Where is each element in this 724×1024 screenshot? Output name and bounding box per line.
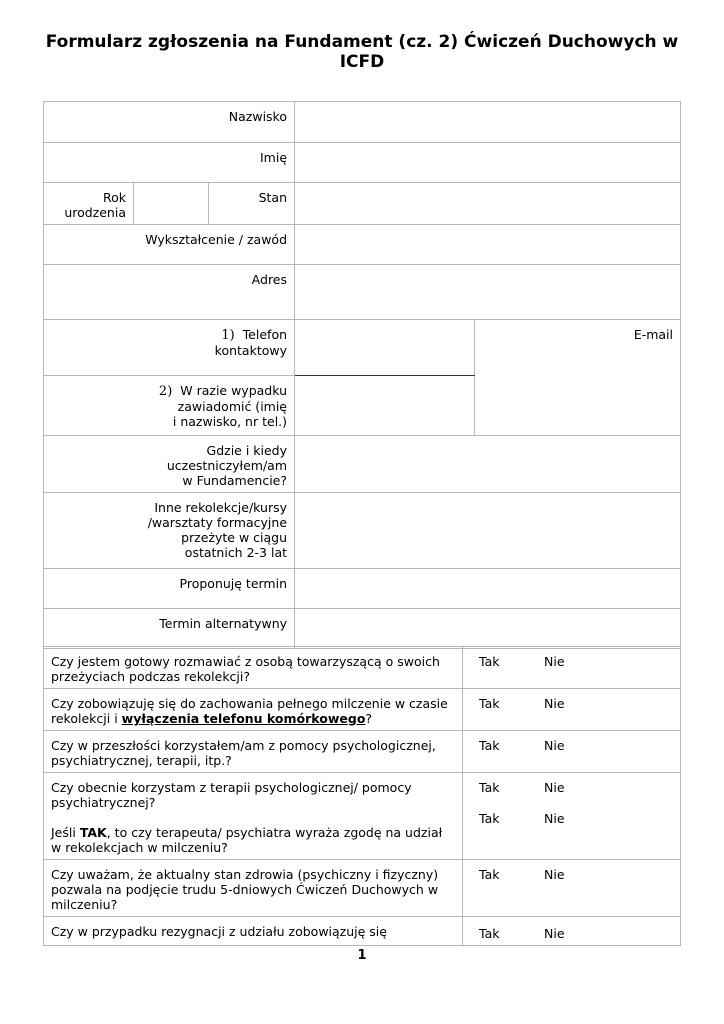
answer-4 [463,773,681,860]
questions-table [43,646,681,946]
answer-5 [463,860,681,917]
question-2-end: ? [365,711,373,726]
phone-label-number: 1) [221,328,235,343]
question-4b [51,825,452,855]
emergency-contact-field[interactable] [295,376,475,436]
surname-label: Nazwisko [44,102,295,143]
yes-option[interactable]: Tak [479,811,500,826]
email-field[interactable] [475,376,681,436]
proposed-term-field[interactable] [295,569,681,609]
no-option[interactable]: Nie [544,738,565,753]
question-5: Czy uważam, że aktualny stan zdrowia (psychiczny i fizyczny) pozwala na podjęcie trudu 5-dniowych Ćwiczeń Duchowych w milczeniu? [44,860,463,917]
education-label: Wykształcenie / zawód [44,225,295,265]
emergency-label-line3: i nazwisko, nr tel.) [172,414,288,429]
question-2-emphasis: wyłączenia telefonu komórkowego [121,711,366,726]
yes-option[interactable]: Tak [479,780,500,795]
question-2 [44,689,463,731]
no-option[interactable]: Nie [544,811,565,826]
no-option[interactable]: Nie [544,926,565,941]
yes-option[interactable]: Tak [479,654,500,669]
question-3: Czy w przeszłości korzystałem/am z pomocy psychologicznej, psychiatrycznej, terapii, itp.? [44,731,463,773]
answer-2 [463,689,681,731]
surname-field[interactable] [295,102,681,143]
page-number: 1 [357,948,367,963]
other-retreats-label [44,493,295,569]
answer-3 [463,731,681,773]
yes-option[interactable]: Tak [479,738,500,753]
status-label: Stan [209,183,295,225]
previous-fundament-field[interactable] [295,436,681,493]
yes-option[interactable]: Tak [479,926,500,941]
status-field[interactable] [295,183,681,225]
birth-year-field[interactable] [134,183,209,225]
address-label: Adres [44,265,295,320]
no-option[interactable]: Nie [544,780,565,795]
first-name-label: Imię [44,143,295,183]
question-4 [44,773,463,860]
emergency-label-line2: zawiadomić (imię [177,399,288,414]
emergency-label-line1: W razie wypadku [180,383,288,398]
question-4b-rest: , to czy terapeuta/ psychiatra wyraża zgodę na udział w rekolekcjach w milczeniu? [51,825,443,855]
phone-label-line1: Telefon [242,327,288,342]
question-1: Czy jestem gotowy rozmawiać z osobą towarzyszącą o swoich przeżyciach podczas rekolekcji? [44,647,463,689]
address-field[interactable] [295,265,681,320]
education-field[interactable] [295,225,681,265]
first-name-field[interactable] [295,143,681,183]
answer-6 [463,917,681,946]
yes-option[interactable]: Tak [479,696,500,711]
answer-1 [463,647,681,689]
question-4-text: Czy obecnie korzystam z terapii psychologicznej/ pomocy psychiatrycznej? [51,780,412,810]
other-retreats-line2: /warsztaty formacyjne [147,515,288,530]
other-retreats-line1: Inne rekolekcje/kursy [154,500,288,515]
alternative-term-label: Termin alternatywny [44,609,295,649]
previous-fundament-label [44,436,295,493]
phone-label [44,320,295,376]
no-option[interactable]: Nie [544,654,565,669]
previous-fundament-line3: w Fundamencie? [182,473,288,488]
emergency-label-number: 2) [158,384,173,399]
birth-year-label-line1: Rok [102,190,126,205]
email-label: E-mail [475,320,681,376]
other-retreats-line4: ostatnich 2-3 lat [184,545,288,560]
personal-data-table [43,101,681,649]
question-4b-start: Jeśli [51,825,80,840]
no-option[interactable]: Nie [544,867,565,882]
proposed-term-label: Proponuję termin [44,569,295,609]
yes-option[interactable]: Tak [479,867,500,882]
phone-field[interactable] [295,320,475,376]
other-retreats-line3: przeżyte w ciągu [181,530,288,545]
emergency-contact-label [44,376,295,436]
previous-fundament-line1: Gdzie i kiedy [206,443,288,458]
question-4b-emphasis: TAK [79,825,107,840]
other-retreats-field[interactable] [295,493,681,569]
page-title: Formularz zgłoszenia na Fundament (cz. 2) Ćwiczeń Duchowych w ICFD [45,32,679,72]
question-2-text: Czy zobowiązuję się do zachowania pełnego milczenie w czasie rekolekcji i [51,696,448,726]
birth-year-label [44,183,134,225]
alternative-term-field[interactable] [295,609,681,649]
birth-year-label-line2: urodzenia [64,205,126,220]
phone-label-line2: kontaktowy [214,343,288,358]
no-option[interactable]: Nie [544,696,565,711]
previous-fundament-line2: uczestniczyłem/am [166,458,288,473]
question-6: Czy w przypadku rezygnacji z udziału zobowiązuję się [44,917,463,946]
